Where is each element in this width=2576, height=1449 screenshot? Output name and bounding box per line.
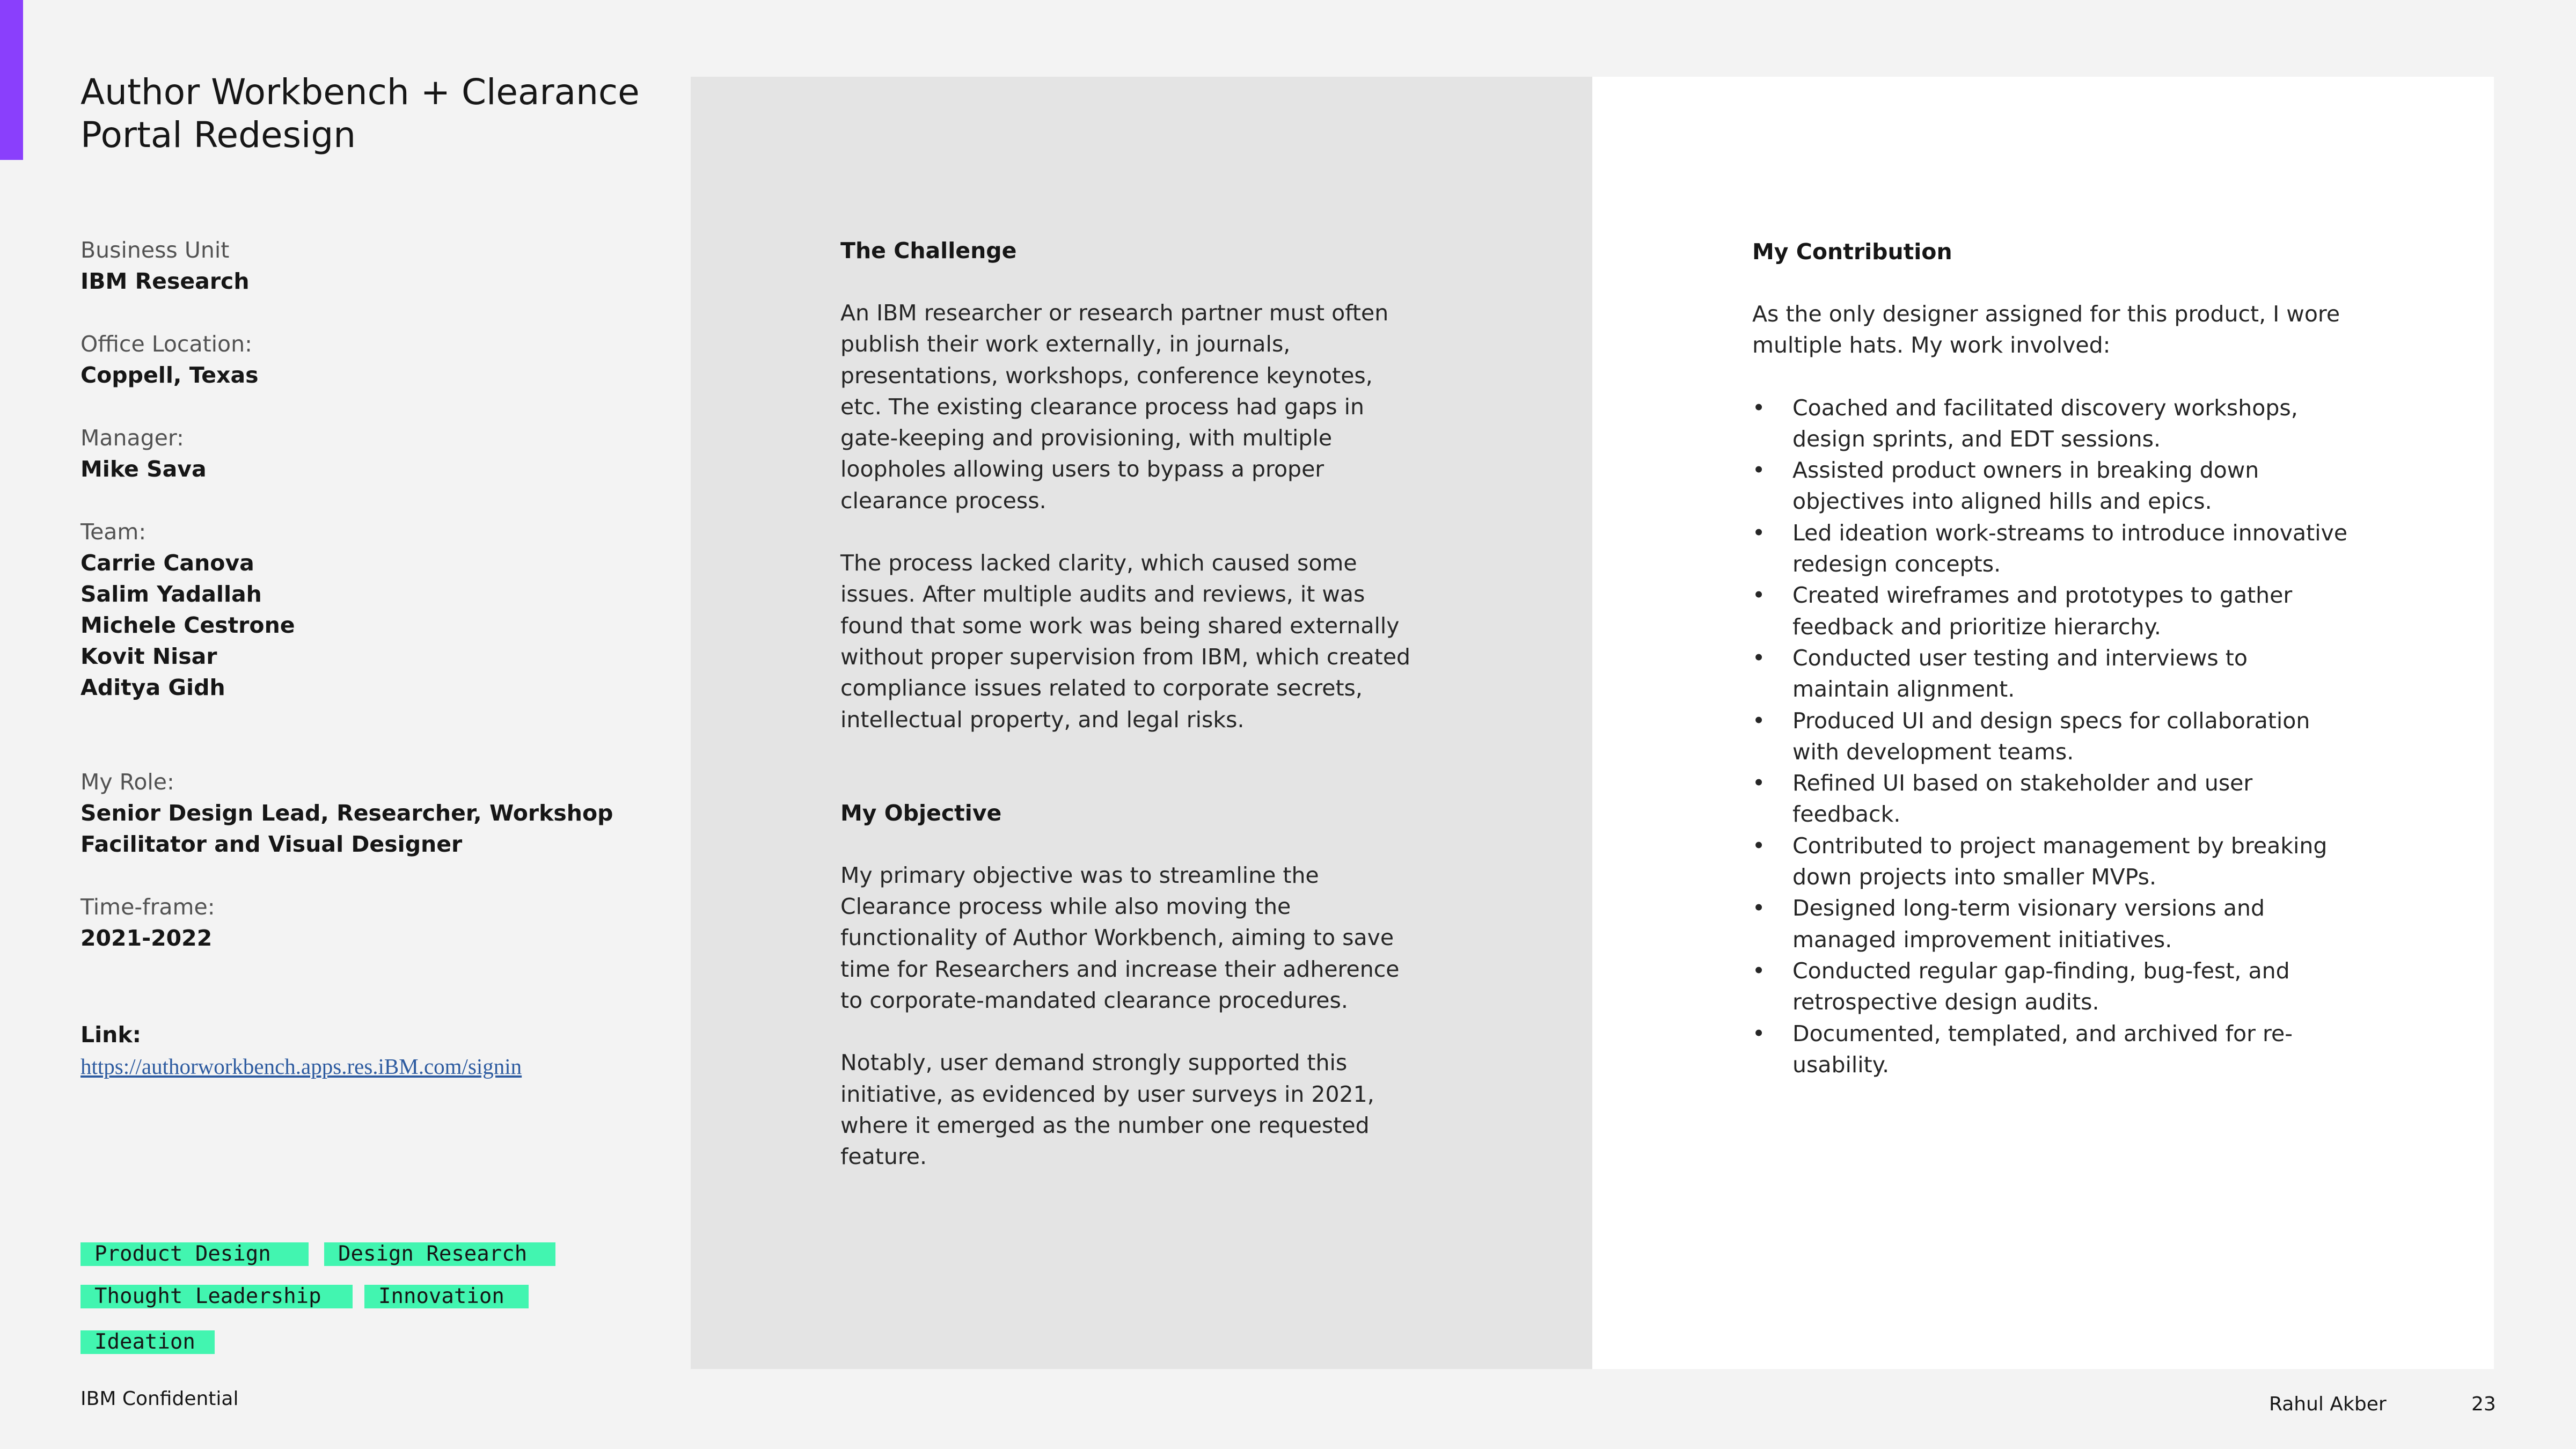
contribution-heading: My Contribution: [1752, 239, 1952, 265]
office-location-value: Coppell, Texas: [80, 362, 259, 388]
list-item: • Created wireframes and prototypes to gather feedback and prioritize hierarchy.: [1752, 580, 2348, 642]
timeframe-value: 2021-2022: [80, 925, 213, 951]
confidential-label: IBM Confidential: [80, 1388, 239, 1410]
page-title: Author Workbench + Clearance Portal Redesign: [80, 71, 640, 156]
role-label: My Role:: [80, 769, 174, 795]
link-label: Link:: [80, 1022, 142, 1048]
contribution-column: [1752, 236, 2348, 1080]
link-section: [80, 1019, 141, 1050]
challenge-paragraph: The process lacked clarity, which caused some issues. After multiple audits and reviews, it was found that some work was being shared externally without proper supervision from IBM, which created compliance issues related to corporate secrets, intellectual property, and legal risks.: [840, 550, 1411, 733]
list-item: • Refined UI based on stakeholder and user feedback.: [1752, 767, 2348, 830]
objective-heading: My Objective: [840, 800, 1002, 826]
manager-value: Mike Sava: [80, 456, 207, 482]
manager-label: Manager:: [80, 425, 184, 451]
challenge-column: [840, 235, 1420, 1173]
list-item: • Led ideation work-streams to introduce innovative redesign concepts.: [1752, 517, 2348, 580]
team-member: Michele Cestrone: [80, 612, 295, 638]
team-label: Team:: [80, 519, 147, 545]
list-item: • Assisted product owners in breaking down objectives into aligned hills and epics.: [1752, 455, 2348, 517]
list-item: • Designed long-term visionary versions and managed improvement initiatives.: [1752, 892, 2348, 955]
list-item: • Contributed to project management by breaking down projects into smaller MVPs.: [1752, 830, 2348, 893]
manager: [80, 422, 207, 485]
team-member: Aditya Gidh: [80, 675, 225, 700]
project-link[interactable]: https://authorworkbench.apps.res.iBM.com/signin: [80, 1054, 522, 1079]
role-value: Senior Design Lead, Researcher, Workshop Facilitator and Visual Designer: [80, 800, 613, 857]
list-item: • Coached and facilitated discovery workshops, design sprints, and EDT sessions.: [1752, 392, 2348, 455]
accent-bar: [0, 0, 23, 160]
team: [80, 516, 295, 703]
challenge-heading: The Challenge: [840, 238, 1017, 264]
role: [80, 766, 644, 860]
business-unit-value: IBM Research: [80, 268, 250, 294]
tag-ideation[interactable]: Ideation: [80, 1330, 215, 1354]
contribution-list: [1752, 392, 2348, 1081]
author-name: Rahul Akber: [2269, 1393, 2387, 1415]
team-member: Kovit Nisar: [80, 643, 217, 669]
timeframe-label: Time-frame:: [80, 894, 215, 920]
timeframe: [80, 891, 215, 954]
page-number: 23: [2471, 1393, 2496, 1415]
tag-innovation[interactable]: Innovation: [364, 1285, 529, 1308]
office-location-label: Office Location:: [80, 331, 252, 357]
objective-paragraph: My primary objective was to streamline the Clearance process while also moving the functionality of Author Workbench, aiming to save time for Researchers and increase their adherence to corporate-mandated clearance procedures.: [840, 862, 1400, 1014]
team-member: Salim Yadallah: [80, 581, 262, 607]
business-unit: [80, 235, 250, 297]
business-unit-label: Business Unit: [80, 237, 230, 263]
office-location: [80, 328, 259, 391]
list-item: • Conducted regular gap-finding, bug-fest, and retrospective design audits.: [1752, 955, 2348, 1018]
tag-thought-leadership[interactable]: Thought Leadership: [80, 1285, 353, 1308]
team-member: Carrie Canova: [80, 550, 254, 576]
contribution-intro: As the only designer assigned for this product, I wore multiple hats. My work involved:: [1752, 301, 2340, 358]
tag-design-research[interactable]: Design Research: [324, 1242, 555, 1266]
list-item: • Documented, templated, and archived for re-usability.: [1752, 1018, 2348, 1081]
challenge-paragraph: An IBM researcher or research partner must often publish their work externally, in journals, presentations, workshops, conference keynotes, etc. The existing clearance process had gaps in gate-keeping and provisioning, with multiple loopholes allowing users to bypass a proper clearance process.: [840, 300, 1389, 514]
objective-paragraph: Notably, user demand strongly supported this initiative, as evidenced by user surveys in 2021, where it emerged as the number one requested feature.: [840, 1050, 1374, 1170]
list-item: • Produced UI and design specs for collaboration with development teams.: [1752, 705, 2348, 768]
list-item: • Conducted user testing and interviews to maintain alignment.: [1752, 642, 2348, 705]
tag-product-design[interactable]: Product Design: [80, 1242, 309, 1266]
